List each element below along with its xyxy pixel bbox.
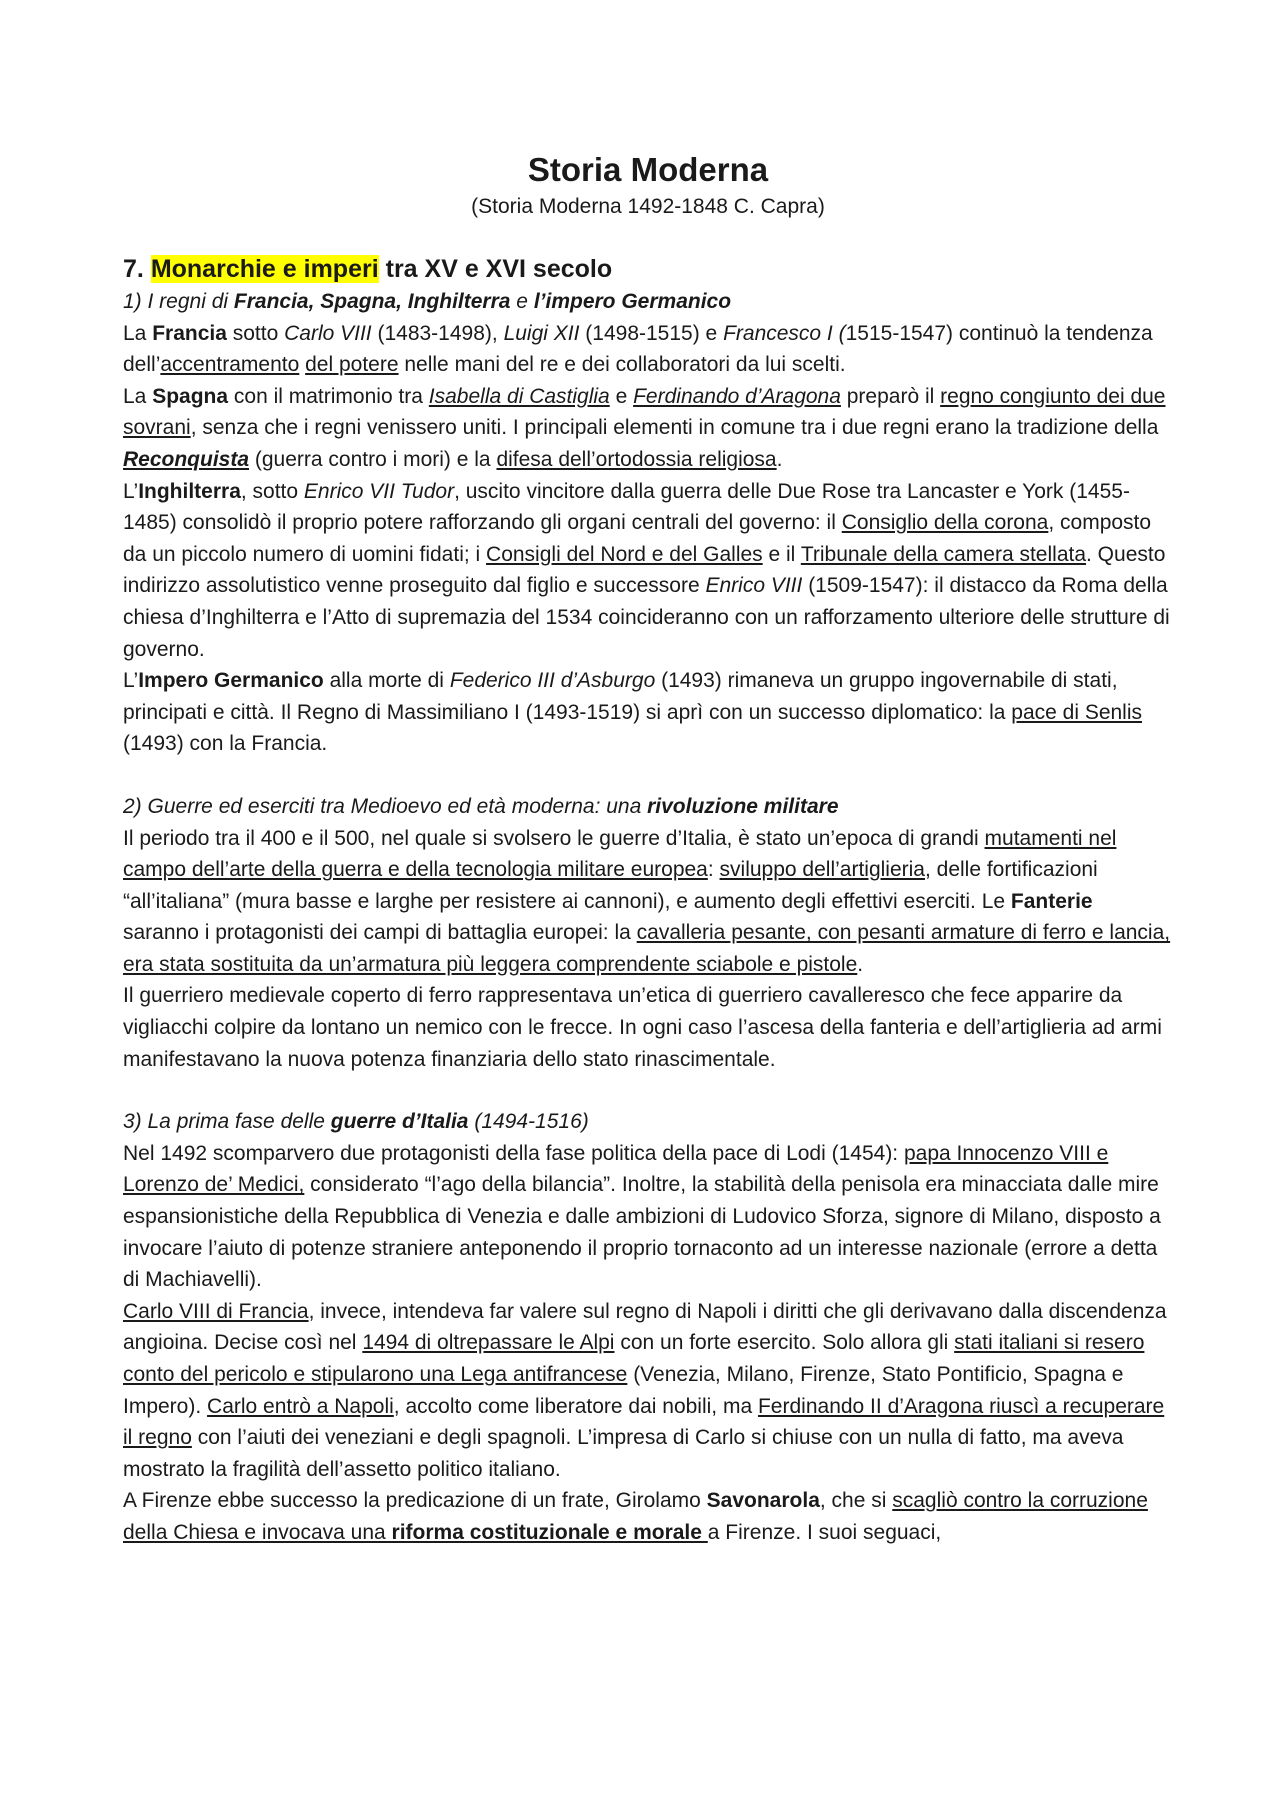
paragraph-spagna bbox=[123, 381, 1173, 476]
bold-text: Spagna bbox=[152, 384, 229, 408]
text: e bbox=[609, 384, 634, 408]
text: (1483-1498), bbox=[371, 321, 504, 345]
text: , delle fortificazioni “all’italiana” (mura basse e larghe per resistere ai cannoni), e aumento degli effettivi eserciti. Le bbox=[123, 858, 1098, 913]
text: , uscito vincitore dalla guerra delle Due Rose tra Lancaster e York (1455-1485) consolidò il proprio potere rafforzando gli organi centrali del governo: il bbox=[123, 479, 1130, 535]
bold-text: Francia, Spagna, Inghilterra bbox=[233, 290, 511, 313]
text: , invece, intendeva far valere sul regno di Napoli i diritti che gli derivavano dalla discendenza angioina. Decise così nel bbox=[123, 1299, 1167, 1355]
text: 2) Guerre ed eserciti tra Medioevo ed età moderna: una bbox=[123, 794, 648, 818]
italic-text: Enrico VII Tudor bbox=[303, 479, 455, 503]
text: : bbox=[707, 858, 720, 882]
text: con un forte esercito. Solo allora gli bbox=[614, 1331, 955, 1355]
paragraph-pace-di-lodi bbox=[123, 1138, 1173, 1296]
bold-text: l’impero Germanico bbox=[533, 290, 732, 313]
text: , sotto bbox=[240, 479, 304, 503]
text: L’ bbox=[123, 669, 139, 693]
underlined-text: cavalleria pesante, con pesanti armature di ferro e lancia, era stata sostituita da un’armatura più leggera comprendente sciabole e pistole bbox=[123, 921, 1171, 976]
italic-underlined-text: Ferdinando d’Aragona bbox=[633, 384, 841, 408]
text: 1515-1547) continuò la tendenza dell’ bbox=[123, 321, 1153, 377]
paragraph-francia bbox=[123, 318, 1173, 381]
text: , composto da un piccolo numero di uomini fidati; i bbox=[123, 511, 1152, 566]
underlined-text: mutamenti nel campo dell’arte della guerra e della tecnologia militare europea bbox=[123, 826, 1117, 882]
document-title: Storia Moderna bbox=[527, 151, 769, 188]
underlined-text: stati italiani si resero conto del pericolo e stipularono una Lega antifrancese bbox=[123, 1331, 1145, 1386]
spacer bbox=[123, 1075, 1173, 1106]
underlined-text: 1494 di oltrepassare le Alpi bbox=[362, 1331, 615, 1355]
text: preparò il bbox=[840, 384, 941, 408]
text: con l’aiuti dei veneziani e degli spagnoli. L’impresa di Carlo si chiuse con un nulla di fatto, ma aveva mostrato la fragilità dell’assetto politico italiano. bbox=[123, 1426, 1124, 1481]
text: e il bbox=[762, 542, 801, 566]
underlined-text: Tribunale della camera stellata bbox=[800, 542, 1087, 566]
text: 3) La prima fase delle bbox=[123, 1110, 331, 1134]
chapter-title bbox=[123, 252, 1173, 286]
bold-text: rivoluzione militare bbox=[647, 794, 839, 818]
bold-text: Impero Germanico bbox=[138, 669, 324, 693]
spacer bbox=[123, 760, 1173, 791]
underlined-text: scagliò contro la corruzione della Chiesa e invocava una bbox=[123, 1489, 1148, 1544]
text: sotto bbox=[226, 321, 285, 345]
underlined-text: Carlo entrò a Napoli bbox=[207, 1394, 394, 1418]
underlined-text: sviluppo dell’artiglieria bbox=[719, 858, 925, 882]
text: , senza che i regni venissero uniti. I principali elementi in comune tra i due regni erano la tradizione della bbox=[190, 416, 1159, 440]
italic-text: Enrico VIII bbox=[705, 574, 803, 598]
text: La bbox=[123, 384, 153, 408]
text: (1498-1515) e bbox=[579, 321, 724, 345]
underlined-text: Consiglio della corona bbox=[841, 511, 1049, 535]
bold-text: Fanterie bbox=[1010, 889, 1093, 913]
text: nelle mani del re e dei collaboratori da lui scelti. bbox=[398, 353, 846, 377]
bold-italic-underlined-text: Reconquista bbox=[123, 447, 250, 471]
underlined-text: accentramento bbox=[160, 353, 300, 377]
chapter-title-rest: tra XV e XVI secolo bbox=[385, 255, 613, 283]
text: alla morte di bbox=[323, 669, 450, 693]
underlined-text: papa Innocenzo VIII e Lorenzo de’ Medici, bbox=[123, 1141, 1109, 1197]
paragraph-savonarola bbox=[123, 1485, 1173, 1548]
text: Nel 1492 scomparvero due protagonisti della fase politica della pace di Lodi (1454): bbox=[123, 1141, 904, 1165]
text: . bbox=[776, 447, 783, 471]
underlined-text: Ferdinando II d’Aragona riuscì a recuperare il regno bbox=[123, 1394, 1165, 1450]
text: . Questo indirizzo assolutistico venne proseguito dal figlio e successore bbox=[123, 542, 1166, 598]
bold-text: Inghilterra bbox=[138, 479, 241, 503]
text: A Firenze ebbe successo la predicazione di un frate, Girolamo bbox=[123, 1489, 707, 1513]
section-2-title bbox=[123, 791, 1173, 823]
underlined-text: difesa dell’ortodossia religiosa bbox=[496, 447, 777, 471]
text: con il matrimonio tra bbox=[228, 384, 429, 408]
underlined-text: regno congiunto dei due sovrani bbox=[123, 384, 1166, 440]
text: (guerra contro i mori) e la bbox=[249, 447, 497, 471]
document-subtitle: (Storia Moderna 1492-1848 C. Capra) bbox=[471, 195, 825, 218]
text: La bbox=[123, 321, 153, 345]
text: considerato “l’ago della bilancia”. Inoltre, la stabilità della penisola era minacciata dalle mire espansionistiche della Repubblica di Venezia e dalle ambizioni di Ludovico Sforza, signore di Milano, disposto a invocare l’aiuto di potenze straniere anteponendo il proprio tornaconto ad un interesse nazionale (errore a detta di Machiavelli). bbox=[123, 1173, 1161, 1292]
text: Il periodo tra il 400 e il 500, nel quale si svolsero le guerre d’Italia, è stato un’epoca di grandi bbox=[123, 826, 985, 850]
italic-underlined-text: Isabella di Castiglia bbox=[428, 384, 610, 408]
text: saranno i protagonisti dei campi di battaglia europei: la bbox=[123, 921, 637, 945]
paragraph-inghilterra bbox=[123, 476, 1173, 666]
italic-text: Carlo VIII bbox=[284, 321, 372, 345]
text: (1493) rimaneva un gruppo ingovernabile di stati, principati e città. Il Regno di Massimiliano I (1493-1519) si aprì con un successo diplomatico: la bbox=[123, 669, 1118, 724]
paragraph-impero-germanico bbox=[123, 665, 1173, 760]
bold-text: Savonarola bbox=[706, 1489, 820, 1513]
underlined-text: pace di Senlis bbox=[1011, 700, 1143, 724]
underlined-text: Carlo VIII di Francia bbox=[123, 1299, 309, 1323]
text: (1494-1516) bbox=[468, 1110, 589, 1134]
paragraph-carlo-viii bbox=[123, 1296, 1173, 1486]
paragraph-guerriero-medievale: Il guerriero medievale coperto di ferro rappresentava un’etica di guerriero cavalleresco che fece apparire da vigliacchi colpire da lontano un nemico con le frecce. In ogni caso l’ascesa della fanteria e dell’artiglieria ad armi manifestavano la nuova potenza finanziaria dello stato rinascimentale. bbox=[123, 984, 1162, 1071]
paragraph-rivoluzione-militare bbox=[123, 823, 1173, 981]
italic-text: Luigi XII bbox=[503, 321, 580, 345]
underlined-text: Consigli del Nord e del Galles bbox=[486, 542, 763, 566]
section-3-title bbox=[123, 1106, 1173, 1138]
text: (Venezia, Milano, Firenze, Stato Pontificio, Spagna e Impero). bbox=[123, 1363, 1124, 1418]
text: a Firenze. I suoi seguaci, bbox=[707, 1520, 942, 1544]
chapter-title-highlight: Monarchie e imperi bbox=[150, 255, 379, 283]
bold-underlined-text: riforma costituzionale e morale bbox=[391, 1520, 708, 1544]
italic-text: Francesco I ( bbox=[723, 321, 846, 345]
underlined-text: del potere bbox=[305, 353, 399, 377]
text: , che si bbox=[819, 1489, 893, 1513]
text: , accolto come liberatore dai nobili, ma bbox=[393, 1394, 758, 1418]
italic-text: Federico III d’Asburgo bbox=[449, 669, 656, 693]
section-1-title bbox=[123, 286, 1173, 318]
bold-text: guerre d’Italia bbox=[330, 1110, 469, 1134]
bold-text: Francia bbox=[152, 321, 227, 345]
text: (1509-1547): il distacco da Roma della chiesa d’Inghilterra e l’Atto di supremazia del 1534 coincideranno con un rafforzamento ulteriore delle strutture di governo. bbox=[123, 574, 1170, 661]
text: 1) I regni di bbox=[123, 290, 234, 313]
text: L’ bbox=[123, 479, 139, 503]
document-page bbox=[123, 150, 1173, 1549]
text: e bbox=[510, 290, 534, 313]
text: (1493) con la Francia. bbox=[123, 732, 328, 756]
text: . bbox=[857, 952, 864, 976]
chapter-number: 7. bbox=[123, 255, 144, 283]
